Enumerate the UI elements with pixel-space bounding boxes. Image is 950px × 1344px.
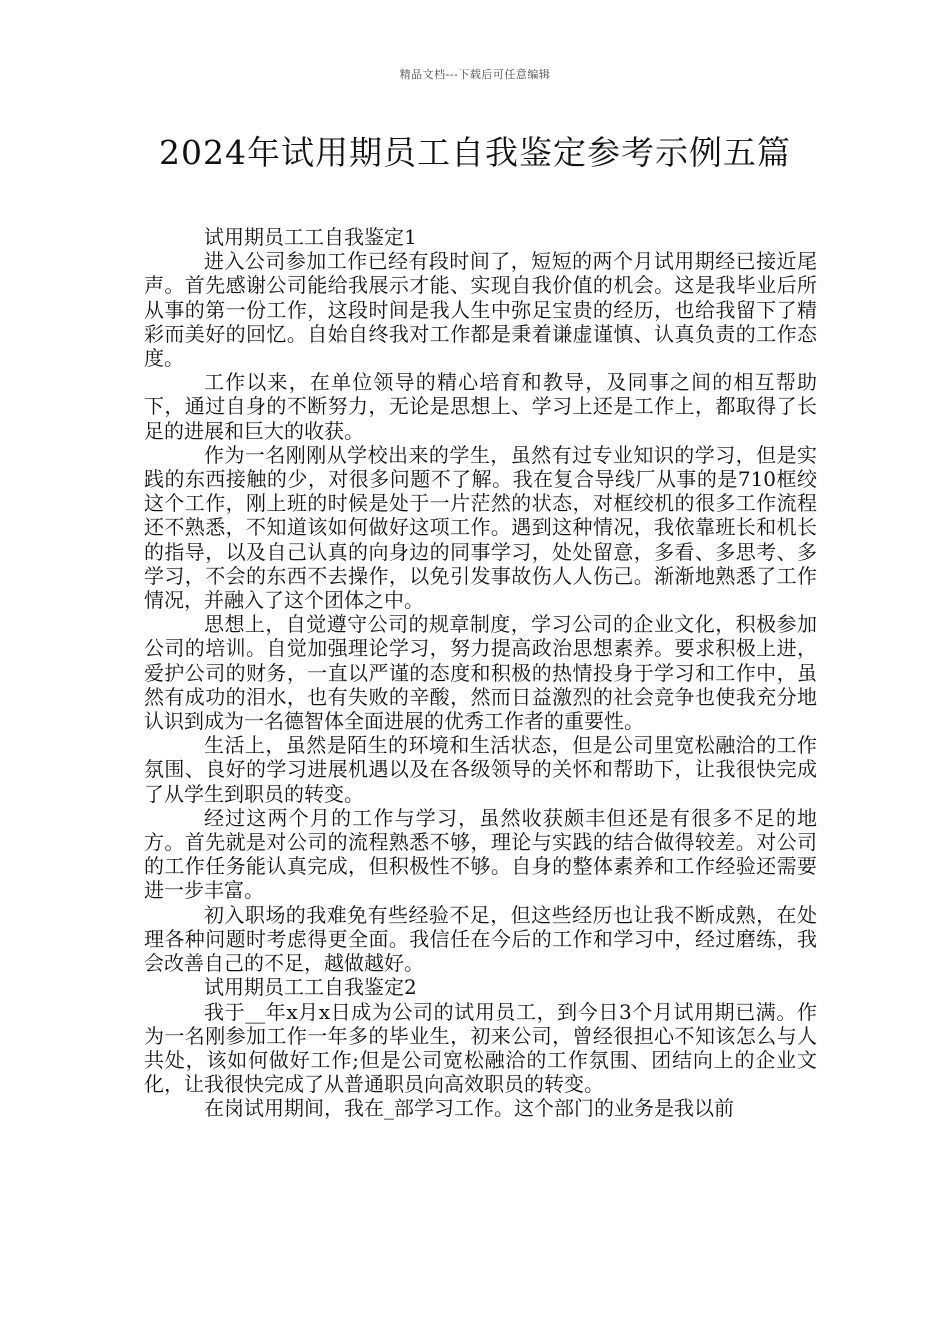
section-heading: 试用期员工工自我鉴定2 <box>204 975 417 1000</box>
paragraph: 生活上，虽然是陌生的环境和生活状态，但是公司里宽松融洽的工作氛围、良好的学习进展机遇以及在各级领导的关怀和帮助下，让我很快完成了从学生到职员的转变。 <box>144 733 817 806</box>
document-title: 2024年试用期员工自我鉴定参考示例五篇 <box>159 133 791 172</box>
paragraph: 我于__年x月x日成为公司的试用员工，到今日3个月试用期已满。作为一名刚参加工作一年多的毕业生，初来公司，曾经很担心不知该怎么与人共处，该如何做好工作;但是公司宽松融洽的工作氛围、团结向上的企业文化，让我很快完成了从普通职员向高效职员的转变。 <box>144 999 817 1097</box>
header-note: 精品文档---下载后可任意编辑 <box>399 68 551 81</box>
section-heading: 试用期员工工自我鉴定1 <box>204 225 417 249</box>
paragraph: 初入职场的我难免有些经验不足，但这些经历也让我不断成熟，在处理各种问题时考虑得更全面。我信任在今后的工作和学习中，经过磨练，我会改善自己的不足，越做越好。 <box>144 902 817 976</box>
paragraph: 经过这两个月的工作与学习，虽然收获颇丰但还是有很多不足的地方。首先就是对公司的流程熟悉不够，理论与实践的结合做得较差。对公司的工作任务能认真完成，但积极性不够。自身的整体素养和工作经验还需要进一步丰富。 <box>144 805 817 903</box>
paragraph: 进入公司参加工作已经有段时间了，短短的两个月试用期经已接近尾声。首先感谢公司能给我展示才能、实现自我价值的机会。这是我毕业后所从事的第一份工作，这段时间是我人生中弥足宝贵的经历，也给我留下了精彩而美好的回忆。自始自终我对工作都是秉着谦虚谨慎、认真负责的工作态度。 <box>144 249 817 371</box>
paragraph: 作为一名刚刚从学校出来的学生，虽然有过专业知识的学习，但是实践的东西接触的少，对很多问题不了解。我在复合导线厂从事的是710框绞这个工作，刚上班的时候是处于一片茫然的状态，对框绞机的很多工作流程还不熟悉，不知道该如何做好这项工作。遇到这种情况，我依靠班长和机长的指导，以及自己认真的向身边的同事学习，处处留意，多看、多思考、多学习，不会的东西不去操作，以免引发事故伤人人伤己。渐渐地熟悉了工作情况，并融入了这个团体之中。 <box>144 442 817 613</box>
document-body <box>144 225 817 1121</box>
paragraph: 工作以来，在单位领导的精心培育和教导，及同事之间的相互帮助下，通过自身的不断努力，无论是思想上、学习上还是工作上，都取得了长足的进展和巨大的收获。 <box>144 370 817 443</box>
paragraph: 思想上，自觉遵守公司的规章制度，学习公司的企业文化，积极参加公司的培训。自觉加强理论学习，努力提高政治思想素养。要求积极上进，爱护公司的财务，一直以严谨的态度和积极的热情投身于学习和工作中，虽然有成功的泪水，也有失败的辛酸，然而日益激烈的社会竞争也使我充分地认识到成为一名德智体全面进展的优秀工作者的重要性。 <box>144 612 817 734</box>
paragraph: 在岗试用期间，我在_部学习工作。这个部门的业务是我以前 <box>204 1096 734 1121</box>
